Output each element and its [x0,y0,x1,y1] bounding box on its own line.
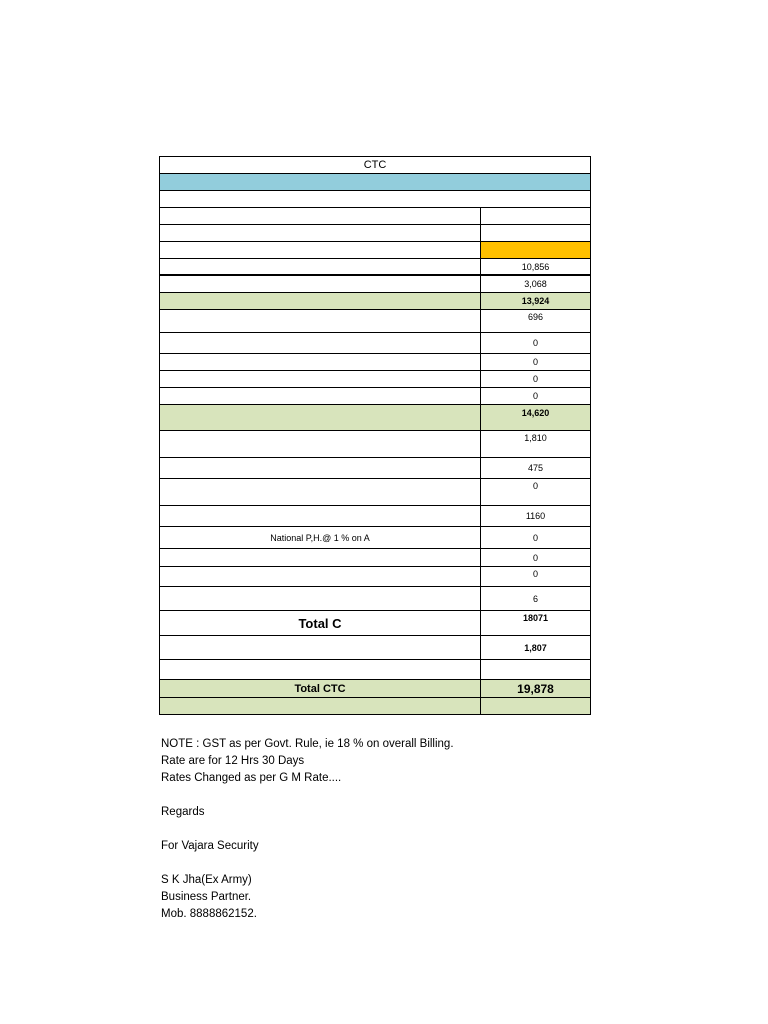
table-row [159,208,591,225]
header-band-row [159,174,591,191]
table-row [159,479,591,506]
table-row [159,527,591,549]
row-label-cell [160,458,480,478]
ctc-table [159,156,591,715]
row-value: 0 [480,333,590,353]
signatory-designation: Business Partner. [161,891,252,903]
row-value: 696 [480,310,590,332]
subtotal-row [159,405,591,431]
row-value: 0 [480,388,590,404]
table-row [159,698,591,715]
national-ph-label: National P,H.@ 1 % on A [270,532,370,543]
blank-row [159,191,591,208]
row-label-cell [160,405,480,430]
table-row [159,259,591,276]
table-title: CTC [363,159,387,171]
table-row [159,587,591,611]
company-name: For Vajara Security [161,840,259,852]
row-label-cell [160,354,480,370]
table-row [159,636,591,660]
table-row [159,354,591,371]
row-label-cell [160,259,480,274]
row-value: 0 [480,479,590,505]
row-value: 1160 [480,506,590,526]
table-row [159,431,591,458]
row-label-cell [160,333,480,353]
table-row [159,225,591,242]
row-value-cell [480,225,590,241]
row-label-cell [160,587,480,610]
table-row [159,458,591,479]
row-value: 1,807 [480,636,590,659]
row-label-cell [160,660,480,679]
row-label-cell [160,371,480,387]
table-row [159,506,591,527]
row-label-cell [160,567,480,586]
row-value: 3,068 [480,276,590,292]
row-label-cell [160,506,480,526]
subtotal-value: 13,924 [480,293,590,309]
total-c-row [159,611,591,636]
row-value: 0 [480,371,590,387]
row-value-cell [480,660,590,679]
total-ctc-value: 19,878 [480,680,590,697]
total-ctc-row [159,680,591,698]
table-row [159,310,591,333]
row-value-cell [480,698,590,714]
total-c-label: Total C [298,615,342,631]
row-value: 1,810 [480,431,590,457]
row-label-cell [160,431,480,457]
table-row [159,242,591,259]
row-value: 0 [480,549,590,566]
row-label-cell [160,698,480,714]
table-row [159,276,591,293]
table-row [159,549,591,567]
footer-notes [161,736,454,923]
row-label-cell [160,388,480,404]
row-value-cell [480,208,590,224]
row-label-cell [160,225,480,241]
table-row [159,388,591,405]
highlight-cell [480,242,590,258]
table-header-row [159,156,591,174]
row-label-cell [160,310,480,332]
row-label-cell [160,276,480,292]
spacer [161,821,454,838]
row-value: 0 [480,567,590,586]
gst-note: NOTE : GST as per Govt. Rule, ie 18 % on overall Billing. [161,738,454,750]
row-label-cell [160,636,480,659]
row-value: 475 [480,458,590,478]
subtotal-value: 14,620 [480,405,590,430]
table-row [159,567,591,587]
total-c-value: 18071 [480,611,590,635]
total-ctc-label: Total CTC [294,682,346,695]
row-value: 0 [480,354,590,370]
row-label-cell [160,208,480,224]
table-row [159,371,591,388]
regards-text: Regards [161,806,205,818]
rates-changed-note: Rates Changed as per G M Rate.... [161,772,342,784]
mobile-number: Mob. 8888862152. [161,908,257,920]
row-label-cell [160,293,480,309]
table-row [159,660,591,680]
row-label-cell [160,479,480,505]
row-value: 0 [480,527,590,548]
spacer [161,787,454,804]
row-label-cell [160,242,480,258]
subtotal-row [159,293,591,310]
row-value: 10,856 [480,259,590,274]
signatory-name: S K Jha(Ex Army) [161,874,252,886]
rate-note: Rate are for 12 Hrs 30 Days [161,755,305,767]
table-row [159,333,591,354]
row-value: 6 [480,587,590,610]
spacer [161,855,454,872]
row-label-cell [160,549,480,566]
